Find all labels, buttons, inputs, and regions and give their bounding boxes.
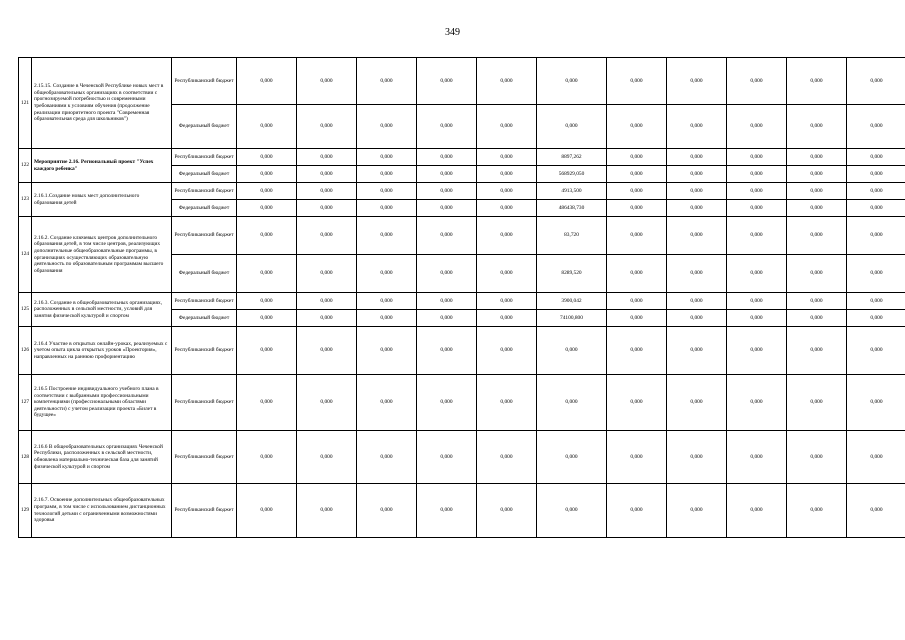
amount-cell: 0,000 (667, 58, 727, 105)
amount-cell: 0,000 (357, 431, 417, 484)
amount-cell: 4913,500 (537, 183, 607, 200)
funding-source: Федеральный бюджет (172, 105, 237, 149)
page-number: 349 (445, 27, 460, 38)
table-row (19, 375, 905, 431)
table-row (19, 293, 905, 310)
amount-cell: 0,000 (297, 310, 357, 327)
amount-cell: 0,000 (297, 375, 357, 431)
amount-cell: 0,000 (607, 149, 667, 166)
amount-cell: 0,000 (417, 200, 477, 217)
table-row (19, 183, 905, 200)
amount-cell: 0,000 (297, 200, 357, 217)
amount-cell: 0,000 (727, 255, 787, 293)
amount-cell: 0,000 (477, 375, 537, 431)
amount-cell: 8289,520 (537, 255, 607, 293)
amount-cell: 568929,050 (537, 166, 607, 183)
funding-source: Республиканский бюджет (172, 484, 237, 538)
amount-cell: 0,000 (847, 166, 905, 183)
amount-cell: 0,000 (667, 200, 727, 217)
measure-description: 2.16.2. Создание ключевых центров дополнительного образования детей, в том числе центров, реализующих дополнительные общеобразовательные программы, в организациях осуществляющих образовательную деятельность по образовательным программам высшего образования (32, 217, 172, 293)
amount-cell: 0,000 (237, 200, 297, 217)
amount-cell: 0,000 (667, 166, 727, 183)
amount-cell: 0,000 (607, 327, 667, 375)
amount-cell: 0,000 (417, 149, 477, 166)
amount-cell: 0,000 (847, 375, 905, 431)
amount-cell: 0,000 (297, 431, 357, 484)
amount-cell: 0,000 (417, 217, 477, 255)
amount-cell: 0,000 (727, 105, 787, 149)
table-row (19, 484, 905, 538)
amount-cell: 0,000 (537, 58, 607, 105)
row-number: 128 (19, 431, 32, 484)
table-row (19, 431, 905, 484)
amount-cell: 0,000 (847, 149, 905, 166)
amount-cell: 0,000 (297, 105, 357, 149)
amount-cell: 0,000 (417, 431, 477, 484)
amount-cell: 0,000 (727, 166, 787, 183)
amount-cell: 0,000 (537, 484, 607, 538)
funding-source: Республиканский бюджет (172, 149, 237, 166)
amount-cell: 0,000 (477, 293, 537, 310)
amount-cell: 0,000 (667, 105, 727, 149)
amount-cell: 0,000 (357, 105, 417, 149)
amount-cell: 0,000 (607, 255, 667, 293)
amount-cell: 0,000 (357, 327, 417, 375)
amount-cell: 0,000 (727, 310, 787, 327)
amount-cell: 0,000 (357, 200, 417, 217)
row-number: 125 (19, 293, 32, 327)
amount-cell: 0,000 (787, 327, 847, 375)
amount-cell: 0,000 (847, 431, 905, 484)
amount-cell: 0,000 (477, 183, 537, 200)
amount-cell: 0,000 (727, 375, 787, 431)
measure-description: 2.16.4 Участие в открытых онлайн-уроках, реализуемых с учетом опыта цикла открытых уроков «Проектория», направленных на раннюю профориентацию (32, 327, 172, 375)
row-number: 122 (19, 149, 32, 183)
amount-cell: 0,000 (237, 375, 297, 431)
amount-cell: 0,000 (847, 217, 905, 255)
amount-cell: 0,000 (847, 183, 905, 200)
amount-cell: 0,000 (297, 327, 357, 375)
amount-cell: 0,000 (787, 255, 847, 293)
amount-cell: 0,000 (787, 431, 847, 484)
amount-cell: 0,000 (727, 484, 787, 538)
amount-cell: 0,000 (727, 431, 787, 484)
amount-cell: 0,000 (667, 255, 727, 293)
amount-cell: 0,000 (237, 484, 297, 538)
amount-cell: 0,000 (417, 183, 477, 200)
amount-cell: 3900,042 (537, 293, 607, 310)
amount-cell: 0,000 (237, 293, 297, 310)
amount-cell: 0,000 (787, 293, 847, 310)
amount-cell: 0,000 (357, 310, 417, 327)
amount-cell: 0,000 (417, 166, 477, 183)
amount-cell: 0,000 (727, 293, 787, 310)
amount-cell: 0,000 (607, 200, 667, 217)
amount-cell: 0,000 (417, 293, 477, 310)
measure-description: 2.16.5 Построение индивидуального учебного плана в соответствии с выбранными профессиональными компетенциями (профессиональными областями деятельности) с учетом реализации проекта «Билет в будущее» (32, 375, 172, 431)
amount-cell: 0,000 (477, 327, 537, 375)
amount-cell: 0,000 (607, 58, 667, 105)
amount-cell: 0,000 (477, 200, 537, 217)
measure-description: 2.16.1.Создание новых мест дополнительного образования детей (32, 183, 172, 217)
amount-cell: 0,000 (237, 431, 297, 484)
amount-cell: 0,000 (607, 217, 667, 255)
amount-cell: 486438,730 (537, 200, 607, 217)
amount-cell: 0,000 (667, 149, 727, 166)
amount-cell: 0,000 (537, 327, 607, 375)
row-number: 121 (19, 58, 32, 149)
amount-cell: 0,000 (417, 310, 477, 327)
amount-cell: 0,000 (607, 293, 667, 310)
amount-cell: 0,000 (667, 375, 727, 431)
amount-cell: 0,000 (607, 105, 667, 149)
amount-cell: 0,000 (237, 217, 297, 255)
amount-cell: 0,000 (237, 255, 297, 293)
funding-source: Республиканский бюджет (172, 375, 237, 431)
amount-cell: 0,000 (727, 58, 787, 105)
funding-source: Республиканский бюджет (172, 183, 237, 200)
amount-cell: 0,000 (607, 484, 667, 538)
amount-cell: 0,000 (667, 431, 727, 484)
funding-source: Республиканский бюджет (172, 431, 237, 484)
amount-cell: 0,000 (477, 149, 537, 166)
amount-cell: 0,000 (237, 149, 297, 166)
amount-cell: 0,000 (357, 183, 417, 200)
amount-cell: 0,000 (477, 166, 537, 183)
amount-cell: 0,000 (847, 484, 905, 538)
amount-cell: 74100,800 (537, 310, 607, 327)
amount-cell: 0,000 (417, 255, 477, 293)
amount-cell: 0,000 (237, 58, 297, 105)
row-number: 124 (19, 217, 32, 293)
amount-cell: 0,000 (477, 58, 537, 105)
budget-table (18, 57, 905, 538)
amount-cell: 0,000 (297, 166, 357, 183)
amount-cell: 0,000 (477, 217, 537, 255)
amount-cell: 0,000 (847, 255, 905, 293)
amount-cell: 0,000 (237, 166, 297, 183)
amount-cell: 0,000 (787, 310, 847, 327)
amount-cell: 0,000 (357, 375, 417, 431)
amount-cell: 0,000 (847, 58, 905, 105)
amount-cell: 0,000 (357, 149, 417, 166)
amount-cell: 0,000 (297, 183, 357, 200)
funding-source: Федеральный бюджет (172, 166, 237, 183)
funding-source: Федеральный бюджет (172, 255, 237, 293)
funding-source: Республиканский бюджет (172, 58, 237, 105)
amount-cell: 0,000 (417, 484, 477, 538)
amount-cell: 0,000 (607, 183, 667, 200)
measure-description: 2.16.7. Освоение дополнительных общеобразовательных программ, в том числе с использованием дистанционных технологий детьми с ограниченными возможностями здоровья (32, 484, 172, 538)
measure-description: Мероприятие 2.16. Региональный проект "Успех каждого ребенка" (32, 149, 172, 183)
amount-cell: 0,000 (607, 431, 667, 484)
amount-cell: 0,000 (727, 183, 787, 200)
amount-cell: 0,000 (787, 217, 847, 255)
amount-cell: 0,000 (417, 327, 477, 375)
row-number: 127 (19, 375, 32, 431)
funding-source: Республиканский бюджет (172, 293, 237, 310)
amount-cell: 0,000 (297, 484, 357, 538)
amount-cell: 0,000 (237, 183, 297, 200)
amount-cell: 0,000 (847, 310, 905, 327)
amount-cell: 0,000 (357, 217, 417, 255)
amount-cell: 0,000 (237, 327, 297, 375)
amount-cell: 0,000 (297, 149, 357, 166)
amount-cell: 0,000 (667, 217, 727, 255)
amount-cell: 0,000 (787, 375, 847, 431)
amount-cell: 0,000 (847, 293, 905, 310)
amount-cell: 0,000 (477, 255, 537, 293)
funding-source: Федеральный бюджет (172, 310, 237, 327)
amount-cell: 0,000 (357, 166, 417, 183)
amount-cell: 0,000 (727, 149, 787, 166)
amount-cell: 0,000 (847, 200, 905, 217)
amount-cell: 0,000 (787, 484, 847, 538)
amount-cell: 0,000 (787, 149, 847, 166)
amount-cell: 0,000 (667, 183, 727, 200)
amount-cell: 0,000 (297, 58, 357, 105)
funding-source: Республиканский бюджет (172, 327, 237, 375)
table-row (19, 217, 905, 255)
row-number: 126 (19, 327, 32, 375)
amount-cell: 0,000 (847, 105, 905, 149)
amount-cell: 0,000 (607, 375, 667, 431)
amount-cell: 0,000 (727, 217, 787, 255)
amount-cell: 0,000 (297, 255, 357, 293)
amount-cell: 0,000 (727, 327, 787, 375)
amount-cell: 0,000 (787, 58, 847, 105)
amount-cell: 0,000 (667, 293, 727, 310)
amount-cell: 83,720 (537, 217, 607, 255)
row-number: 123 (19, 183, 32, 217)
amount-cell: 0,000 (537, 105, 607, 149)
table-row (19, 149, 905, 166)
amount-cell: 0,000 (727, 200, 787, 217)
amount-cell: 0,000 (237, 105, 297, 149)
amount-cell: 0,000 (607, 310, 667, 327)
amount-cell: 0,000 (417, 375, 477, 431)
measure-description: 2.15.15. Создание в Чеченской Республике новых мест в общеобразовательных организациях в соответствии с прогнозируемой потребностью и современными требованиями к условиям обучения (продолжение реализации приоритетного проекта "Современная образовательная среда для школьников") (32, 58, 172, 149)
amount-cell: 0,000 (667, 484, 727, 538)
amount-cell: 0,000 (297, 293, 357, 310)
amount-cell: 0,000 (417, 105, 477, 149)
funding-source: Республиканский бюджет (172, 217, 237, 255)
amount-cell: 0,000 (787, 200, 847, 217)
table-row (19, 327, 905, 375)
amount-cell: 0,000 (477, 431, 537, 484)
measure-description: 2.16.6 В общеобразовательных организациях Чеченской Республики, расположенных в сельской местности, обновлена материально-техническая база для занятий физической культурой и спортом (32, 431, 172, 484)
funding-source: Федеральный бюджет (172, 200, 237, 217)
amount-cell: 0,000 (607, 166, 667, 183)
amount-cell: 0,000 (667, 310, 727, 327)
amount-cell: 0,000 (357, 293, 417, 310)
amount-cell: 0,000 (417, 58, 477, 105)
amount-cell: 0,000 (537, 431, 607, 484)
amount-cell: 0,000 (667, 327, 727, 375)
amount-cell: 0,000 (477, 310, 537, 327)
amount-cell: 0,000 (237, 310, 297, 327)
row-number: 129 (19, 484, 32, 538)
amount-cell: 0,000 (787, 183, 847, 200)
amount-cell: 0,000 (477, 105, 537, 149)
amount-cell: 0,000 (847, 327, 905, 375)
amount-cell: 0,000 (787, 166, 847, 183)
measure-description: 2.16.3. Создание в общеобразовательных организациях, расположенных в сельской местности, условий для занятия физической культурой и спортом (32, 293, 172, 327)
amount-cell: 0,000 (787, 105, 847, 149)
amount-cell: 8897,262 (537, 149, 607, 166)
amount-cell: 0,000 (537, 375, 607, 431)
table-row (19, 58, 905, 105)
amount-cell: 0,000 (357, 58, 417, 105)
amount-cell: 0,000 (297, 217, 357, 255)
amount-cell: 0,000 (357, 255, 417, 293)
amount-cell: 0,000 (477, 484, 537, 538)
amount-cell: 0,000 (357, 484, 417, 538)
